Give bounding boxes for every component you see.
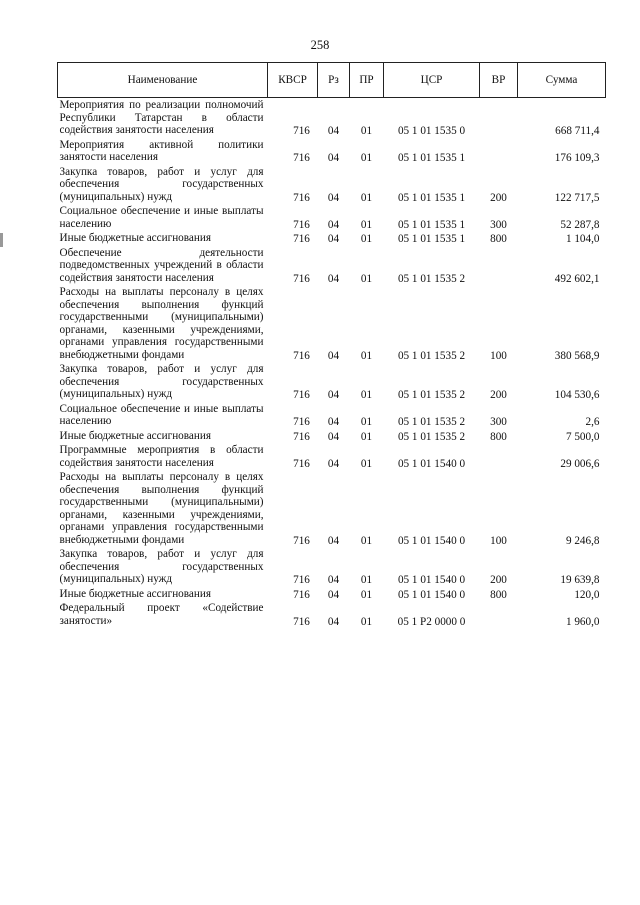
cell-rz: 04	[327, 588, 340, 601]
cell-kvsr: 716	[293, 349, 310, 362]
cell-sum: 668 711,4	[555, 125, 600, 137]
header-vr: ВР	[480, 63, 518, 98]
header-rz: Рз	[318, 63, 350, 98]
cell-name: Закупка товаров, работ и услуг для обеспечения государственных (муниципальных) нужд	[59, 548, 264, 585]
table-row	[58, 587, 606, 602]
cell-csr: 05 1 01 1535 1	[397, 233, 466, 245]
table-body	[58, 98, 606, 629]
cell-pr: 01	[360, 233, 373, 245]
cell-vr	[480, 138, 518, 165]
table-row	[58, 470, 606, 547]
table-row	[58, 231, 606, 246]
cell-name: Социальное обеспечение и иные выплаты населению	[59, 205, 264, 230]
cell-kvsr: 716	[293, 125, 310, 137]
cell-sum: 104 530,6	[554, 389, 600, 401]
cell-rz: 04	[327, 233, 340, 245]
cell-pr: 01	[360, 125, 373, 137]
table-row	[58, 601, 606, 628]
cell-rz: 04	[327, 218, 340, 231]
table-row	[58, 246, 606, 286]
table-row	[58, 98, 606, 138]
cell-rz: 04	[327, 389, 340, 401]
cell-sum: 122 717,5	[554, 191, 600, 204]
cell-kvsr: 716	[293, 430, 310, 443]
cell-csr: 05 1 01 1540 0	[397, 588, 466, 601]
cell-csr: 05 1 01 1540 0	[397, 457, 466, 470]
cell-kvsr: 716	[293, 152, 310, 164]
table-row	[58, 402, 606, 429]
cell-kvsr: 716	[293, 416, 310, 428]
cell-pr: 01	[360, 349, 373, 362]
header-pr: ПР	[350, 63, 384, 98]
cell-sum: 1 960,0	[565, 615, 600, 628]
page-number: 258	[310, 38, 330, 52]
cell-sum: 19 639,8	[560, 574, 600, 586]
header-csr: ЦСР	[384, 63, 480, 98]
table-row	[58, 138, 606, 165]
cell-csr: 05 1 01 1535 1	[397, 218, 466, 231]
header-sum: Сумма	[518, 63, 606, 98]
table-header	[58, 63, 606, 98]
cell-rz: 04	[327, 191, 340, 204]
cell-name: Обеспечение деятельности подведомственных учреждений в области содействия занятости населения	[59, 246, 264, 284]
cell-rz: 04	[327, 534, 340, 547]
cell-vr: 200	[490, 191, 507, 204]
cell-kvsr: 716	[293, 615, 310, 628]
cell-pr: 01	[360, 191, 373, 204]
budget-table	[57, 62, 606, 628]
cell-csr: 05 1 01 1535 2	[397, 430, 466, 443]
cell-sum: 7 500,0	[565, 430, 600, 443]
table-row	[58, 547, 606, 587]
cell-kvsr: 716	[293, 218, 310, 231]
cell-vr	[480, 601, 518, 628]
cell-pr: 01	[360, 615, 373, 628]
cell-kvsr: 716	[293, 588, 310, 601]
cell-rz: 04	[327, 574, 340, 586]
cell-csr: 05 1 01 1535 1	[397, 152, 466, 164]
cell-pr: 01	[360, 272, 373, 285]
cell-rz: 04	[327, 430, 340, 443]
cell-name: Иные бюджетные ассигнования	[59, 429, 211, 442]
cell-vr: 100	[490, 534, 507, 547]
cell-pr: 01	[360, 588, 373, 601]
cell-vr: 800	[490, 430, 507, 443]
cell-sum: 52 287,8	[560, 218, 600, 231]
cell-rz: 04	[327, 349, 340, 362]
cell-pr: 01	[360, 534, 373, 547]
cell-name: Мероприятия активной политики занятости населения	[59, 138, 264, 163]
cell-rz: 04	[327, 152, 340, 164]
cell-pr: 01	[360, 152, 373, 164]
cell-name: Расходы на выплаты персоналу в целях обеспечения выполнения функций государственными (муниципальными) органами, казенными учреждениями, органами управления государственными внебюджетными фондами	[59, 471, 264, 546]
cell-rz: 04	[327, 457, 340, 470]
cell-name: Социальное обеспечение и иные выплаты населению	[59, 402, 264, 427]
cell-csr: 05 1 01 1540 0	[397, 574, 466, 586]
cell-name: Иные бюджетные ассигнования	[59, 587, 211, 600]
cell-name: Мероприятия по реализации полномочий Республики Татарстан в области содействия занятости населения	[59, 99, 264, 136]
cell-sum: 2,6	[585, 416, 600, 428]
cell-pr: 01	[360, 430, 373, 443]
cell-name: Иные бюджетные ассигнования	[59, 232, 211, 244]
cell-csr: 05 1 01 1535 2	[397, 416, 466, 428]
cell-csr: 05 1 01 1535 2	[397, 349, 466, 362]
cell-kvsr: 716	[293, 272, 310, 285]
cell-rz: 04	[327, 416, 340, 428]
cell-csr: 05 1 01 1540 0	[397, 534, 466, 547]
header-name: Наименование	[58, 63, 268, 98]
cell-csr: 05 1 01 1535 2	[397, 272, 466, 285]
cell-sum: 120,0	[574, 588, 600, 601]
cell-rz: 04	[327, 615, 340, 628]
cell-kvsr: 716	[293, 574, 310, 586]
cell-kvsr: 716	[293, 233, 310, 245]
table-row	[58, 285, 606, 362]
cell-vr	[480, 246, 518, 286]
cell-pr: 01	[360, 389, 373, 401]
cell-sum: 380 568,9	[554, 349, 600, 362]
scan-edge-mark	[0, 233, 3, 247]
table-row	[58, 362, 606, 402]
cell-name: Расходы на выплаты персоналу в целях обеспечения выполнения функций государственными (муниципальными) органами, казенными учреждениями, органами управления государственными внебюджетными фондами	[59, 286, 264, 361]
cell-pr: 01	[360, 218, 373, 231]
table-row	[58, 429, 606, 444]
cell-sum: 29 006,6	[560, 457, 600, 470]
cell-csr: 05 1 01 1535 0	[397, 125, 466, 137]
table-row	[58, 165, 606, 205]
cell-sum: 176 109,3	[554, 152, 600, 164]
cell-vr: 800	[490, 588, 507, 601]
cell-sum: 1 104,0	[565, 233, 600, 245]
cell-kvsr: 716	[293, 534, 310, 547]
cell-pr: 01	[360, 457, 373, 470]
cell-vr	[480, 443, 518, 470]
table-row	[58, 443, 606, 470]
table-row	[58, 204, 606, 231]
cell-vr	[480, 98, 518, 138]
cell-vr: 800	[490, 233, 507, 245]
cell-csr: 05 1 01 1535 1	[397, 191, 466, 204]
cell-csr: 05 1 P2 0000 0	[397, 615, 466, 628]
header-kvsr: КВСР	[268, 63, 318, 98]
cell-name: Программные мероприятия в области содействия занятости населения	[59, 444, 264, 469]
cell-csr: 05 1 01 1535 2	[397, 389, 466, 401]
cell-name: Закупка товаров, работ и услуг для обеспечения государственных (муниципальных) нужд	[59, 363, 264, 400]
cell-vr: 300	[490, 218, 507, 231]
cell-vr: 100	[490, 349, 507, 362]
cell-kvsr: 716	[293, 389, 310, 401]
cell-rz: 04	[327, 272, 340, 285]
cell-name: Федеральный проект «Содействие занятости»	[59, 602, 264, 627]
cell-kvsr: 716	[293, 457, 310, 470]
cell-sum: 9 246,8	[565, 534, 600, 547]
cell-rz: 04	[327, 125, 340, 137]
cell-pr: 01	[360, 416, 373, 428]
cell-name: Закупка товаров, работ и услуг для обеспечения государственных (муниципальных) нужд	[59, 165, 264, 203]
cell-vr: 300	[490, 416, 507, 428]
cell-vr: 200	[490, 389, 507, 401]
cell-pr: 01	[360, 574, 373, 586]
cell-vr: 200	[490, 574, 507, 586]
cell-kvsr: 716	[293, 191, 310, 204]
cell-sum: 492 602,1	[554, 272, 600, 285]
